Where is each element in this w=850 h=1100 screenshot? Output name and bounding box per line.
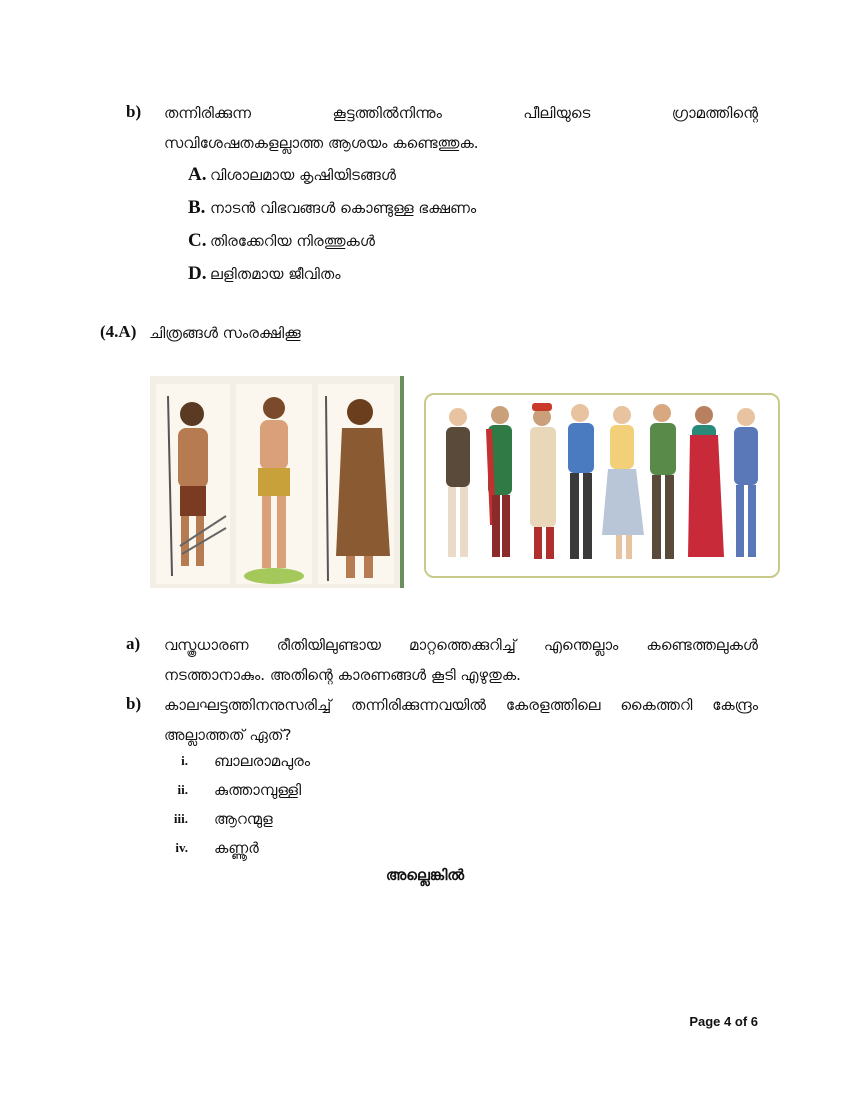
- option-letter: C.: [188, 229, 207, 251]
- option-iii: [158, 804, 310, 833]
- option-list: [188, 158, 476, 290]
- option-text: ആറന്മുള: [214, 809, 273, 828]
- option-number: iii.: [173, 810, 188, 826]
- question-number: (4.A): [100, 322, 137, 341]
- option-number: i.: [181, 752, 188, 768]
- option-text: ബാലരാമപുരം: [214, 751, 311, 770]
- option-text: കണ്ണൂർ: [214, 838, 259, 857]
- question-text-line2: അല്ലാത്തത് ഏത്?: [164, 726, 292, 744]
- option-number: ii.: [177, 781, 188, 797]
- option-d: [188, 257, 476, 290]
- page-current: 4: [724, 1014, 732, 1029]
- option-a: [188, 158, 476, 191]
- option-text: വിശാലമായ കൃഷിയിടങ്ങൾ: [210, 165, 396, 184]
- option-text: നാടൻ വിഭവങ്ങൾ കൊണ്ടുള്ള ഭക്ഷണം: [210, 198, 477, 217]
- option-letter: A.: [188, 163, 207, 185]
- question-text-line2: സവിശേഷതകളല്ലാത്ത ആശയം കണ്ടെത്തുക.: [164, 134, 479, 152]
- question-prompt: ചിത്രങ്ങൾ സംരക്ഷിക്കൂ: [149, 324, 301, 342]
- or-separator: അല്ലെങ്കിൽ: [385, 866, 465, 884]
- option-text: ലളിതമായ ജീവിതം: [210, 264, 341, 283]
- question-label-a: a): [126, 634, 141, 653]
- option-b: [188, 191, 476, 224]
- page-middle: of: [731, 1014, 751, 1029]
- prehistoric-humans-illustration: [150, 376, 400, 588]
- page-number: [660, 1014, 758, 1029]
- modern-dress-people-illustration: [426, 395, 778, 576]
- modern-figure-panel: [424, 393, 780, 578]
- question-label-b: b): [126, 102, 142, 121]
- prehistoric-figure-panel: [150, 376, 404, 588]
- option-i: [158, 746, 310, 775]
- option-letter: B.: [188, 196, 206, 218]
- question-text-line1: തന്നിരിക്കുന്ന കൂട്ടത്തിൽനിന്നും പീലിയുടെ ഗ്രാമത്തിന്റെ: [164, 104, 758, 122]
- question-text-line1: കാലഘട്ടത്തിനനുസരിച്ച് തന്നിരിക്കുന്നവയിൽ കേരളത്തിലെ കൈത്തറി കേന്ദ്രം: [164, 696, 758, 714]
- question-text-line2: നടത്താനാകും. അതിന്റെ കാരണങ്ങൾ കൂടി എഴുതുക.: [164, 666, 521, 684]
- question-text-line1: വസ്ത്രധാരണ രീതിയിലുണ്ടായ മാറ്റത്തെക്കുറിച്ച് എന്തെല്ലാം കണ്ടെത്തലുകൾ: [164, 636, 758, 654]
- option-letter: D.: [188, 262, 207, 284]
- option-iv: [158, 833, 310, 862]
- option-ii: [158, 775, 310, 804]
- page-prefix: Page: [689, 1014, 725, 1029]
- question-label-b: b): [126, 694, 142, 713]
- option-list: [158, 746, 310, 862]
- option-text: തിരക്കേറിയ നിരത്തുകൾ: [210, 231, 375, 250]
- option-number: iv.: [175, 839, 188, 855]
- page-total: 6: [750, 1014, 758, 1029]
- option-c: [188, 224, 476, 257]
- option-text: കുത്താമ്പുള്ളി: [214, 780, 302, 799]
